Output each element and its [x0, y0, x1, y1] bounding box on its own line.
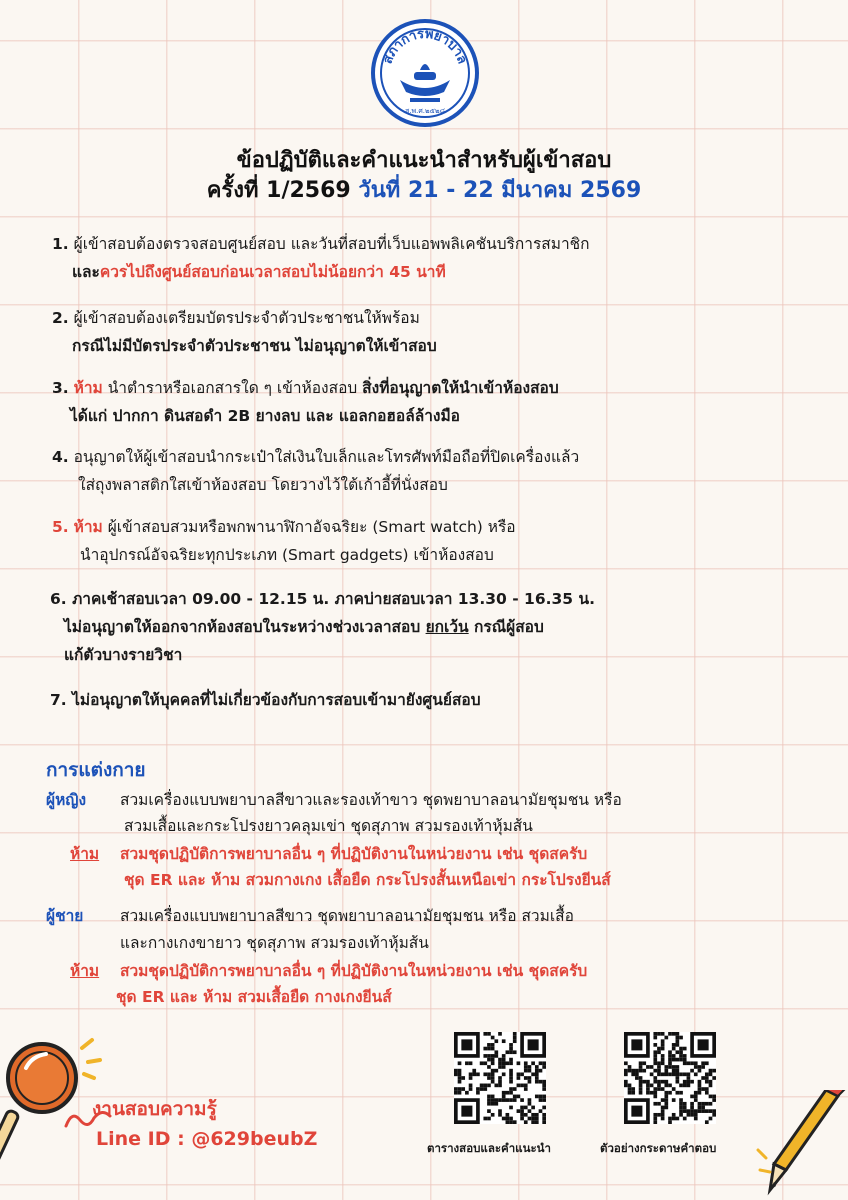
rule-6: 6. ภาคเช้าสอบเวลา 09.00 - 12.15 น. ภาคบ่ายสอบเวลา 13.30 - 16.35 น. ไม่อนุญาตให้ออกจากห้องสอบในระหว่างช่วงเวลาสอบ ยกเว้น กรณีผู้สอบ แก้ตัวบางรายวิชา — [50, 590, 595, 664]
rule-5: 5. ห้าม ผู้เข้าสอบสวมหรือพกพานาฬิกาอัจฉริยะ (Smart watch) หรือ นำอุปกรณ์อัจฉริยะทุกประเภท (Smart gadgets) เข้าห้องสอบ — [52, 518, 516, 564]
logo-text-bottom: ส.พ.ศ.๒๕๒๘ — [405, 107, 445, 115]
female-line-1: สวมเครื่องแบบพยาบาลสีขาวและรองเท้าขาว ชุดพยาบาลอนามัยชุมชน หรือ — [120, 791, 622, 809]
rule-7: 7. ไม่อนุญาตให้บุคคลที่ไม่เกี่ยวข้องกับการสอบเข้ามายังศูนย์สอบ — [50, 691, 481, 709]
qr-code-icon[interactable] — [454, 1032, 546, 1128]
male-line-1: สวมเครื่องแบบพยาบาลสีขาว ชุดพยาบาลอนามัยชุมชน หรือ สวมเสื้อ — [120, 907, 574, 925]
rule-1: 1. ผู้เข้าสอบต้องตรวจสอบศูนย์สอบ และวันที่สอบที่เว็บแอพพลิเคชันบริการสมาชิก และควรไปถึงศูนย์สอบก่อนเวลาสอบไม่น้อยกว่า 45 นาที — [52, 235, 590, 281]
male-ban-label: ห้าม — [70, 962, 100, 980]
exam-date: วันที่ 21 - 22 มีนาคม 2569 — [358, 178, 642, 203]
male-line-2: และกางเกงขายาว ชุดสุภาพ สวมรองเท้าหุ้มส้น — [120, 934, 429, 952]
female-ban-line-2: ชุด ER และ ห้าม สวมกางเกง เสื้อยืด กระโปรงสั้นเหนือเข่า กระโปรงยีนส์ — [124, 871, 611, 889]
line-id: Line ID : @629beubZ — [96, 1128, 318, 1150]
page-subtitle — [0, 176, 848, 206]
rule-2: 2. ผู้เข้าสอบต้องเตรียมบัตรประจำตัวประชาชนให้พร้อม กรณีไม่มีบัตรประจำตัวประชาชน ไม่อนุญาตให้เข้าสอบ — [52, 309, 437, 355]
qr-code-icon[interactable] — [624, 1032, 716, 1128]
page-title: ข้อปฏิบัติและคำแนะนำสำหรับผู้เข้าสอบ — [236, 148, 612, 173]
qr-caption-answer-sheet: ตัวอย่างกระดาษคำตอบ — [600, 1141, 717, 1155]
female-line-2: สวมเสื้อและกระโปรงยาวคลุมเข่า ชุดสุภาพ สวมรองเท้าหุ้มส้น — [124, 817, 533, 835]
rule-3: 3. ห้าม นำตำราหรือเอกสารใด ๆ เข้าห้องสอบ สิ่งที่อนุญาตให้นำเข้าห้องสอบ ได้แก่ ปากกา ดินสอดำ 2B ยางลบ และ แอลกอฮอล์ล้างมือ — [52, 379, 559, 425]
dress-heading: การแต่งกาย — [46, 759, 146, 781]
female-ban-label: ห้าม — [70, 845, 100, 863]
rule-4: 4. อนุญาตให้ผู้เข้าสอบนำกระเป๋าใส่เงินใบเล็กและโทรศัพท์มือถือที่ปิดเครื่องแล้ว ใส่ถุงพลาสติกใสเข้าห้องสอบ โดยวางไว้ใต้เก้าอี้ที่นั่งสอบ — [52, 448, 580, 494]
logo-text-top: สภาการพยาบาล — [380, 26, 470, 67]
female-label: ผู้หญิง — [46, 791, 87, 809]
qr-caption-schedule: ตารางสอบและคำแนะนำ — [427, 1141, 551, 1155]
pencil-icon — [756, 1090, 846, 1200]
exam-unit-label: งานสอบความรู้ — [92, 1098, 217, 1120]
male-ban-line-1: สวมชุดปฏิบัติการพยาบาลอื่น ๆ ที่ปฏิบัติงานในหน่วยงาน เช่น ชุดสครับ — [120, 962, 588, 980]
male-ban-line-2: ชุด ER และ ห้าม สวมเสื้อยืด กางเกงยีนส์ — [116, 988, 392, 1006]
female-ban-line-1: สวมชุดปฏิบัติการพยาบาลอื่น ๆ ที่ปฏิบัติงานในหน่วยงาน เช่น ชุดสครับ — [120, 845, 588, 863]
exam-round: ครั้งที่ 1/2569 — [206, 178, 351, 203]
nursing-council-logo-icon — [370, 18, 480, 128]
male-label: ผู้ชาย — [46, 907, 84, 925]
